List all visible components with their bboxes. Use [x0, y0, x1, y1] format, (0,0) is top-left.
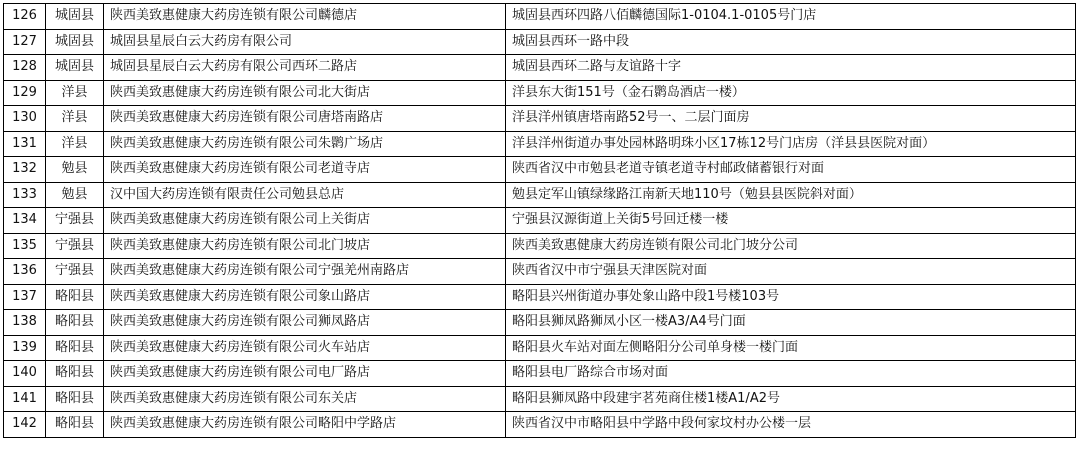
- row-number-cell: 137: [4, 284, 46, 310]
- pharmacy-table: [3, 3, 1076, 438]
- store-name-cell: 城固县星辰白云大药房有限公司西环二路店: [104, 55, 506, 81]
- store-name-cell: 陕西美致惠健康大药房连锁有限公司狮凤路店: [104, 310, 506, 336]
- store-name-cell: 陕西美致惠健康大药房连锁有限公司麟德店: [104, 4, 506, 30]
- county-cell: 略阳县: [46, 335, 104, 361]
- table-row: [4, 259, 1076, 285]
- store-name-cell: 陕西美致惠健康大药房连锁有限公司东关店: [104, 386, 506, 412]
- table-row: [4, 233, 1076, 259]
- county-cell: 略阳县: [46, 310, 104, 336]
- table-row: [4, 182, 1076, 208]
- table-row: [4, 335, 1076, 361]
- address-cell: 略阳县火车站对面左侧略阳分公司单身楼一楼门面: [506, 335, 1076, 361]
- store-name-cell: 城固县星辰白云大药房有限公司: [104, 29, 506, 55]
- row-number-cell: 129: [4, 80, 46, 106]
- store-name-cell: 陕西美致惠健康大药房连锁有限公司唐塔南路店: [104, 106, 506, 132]
- table-row: [4, 4, 1076, 30]
- table-row: [4, 55, 1076, 81]
- store-name-cell: 陕西美致惠健康大药房连锁有限公司象山路店: [104, 284, 506, 310]
- county-cell: 洋县: [46, 106, 104, 132]
- table-row: [4, 386, 1076, 412]
- address-cell: 陕西省汉中市勉县老道寺镇老道寺村邮政储蓄银行对面: [506, 157, 1076, 183]
- table-row: [4, 361, 1076, 387]
- county-cell: 洋县: [46, 80, 104, 106]
- county-cell: 略阳县: [46, 284, 104, 310]
- row-number-cell: 130: [4, 106, 46, 132]
- row-number-cell: 135: [4, 233, 46, 259]
- county-cell: 城固县: [46, 55, 104, 81]
- county-cell: 略阳县: [46, 386, 104, 412]
- row-number-cell: 132: [4, 157, 46, 183]
- county-cell: 宁强县: [46, 233, 104, 259]
- county-cell: 勉县: [46, 182, 104, 208]
- row-number-cell: 139: [4, 335, 46, 361]
- address-cell: 略阳县兴州街道办事处象山路中段1号楼103号: [506, 284, 1076, 310]
- address-cell: 陕西美致惠健康大药房连锁有限公司北门坡分公司: [506, 233, 1076, 259]
- table-row: [4, 29, 1076, 55]
- address-cell: 洋县洋州镇唐塔南路52号一、二层门面房: [506, 106, 1076, 132]
- store-name-cell: 陕西美致惠健康大药房连锁有限公司北门坡店: [104, 233, 506, 259]
- row-number-cell: 127: [4, 29, 46, 55]
- address-cell: 城固县西环二路与友谊路十字: [506, 55, 1076, 81]
- row-number-cell: 136: [4, 259, 46, 285]
- row-number-cell: 126: [4, 4, 46, 30]
- county-cell: 宁强县: [46, 259, 104, 285]
- store-name-cell: 陕西美致惠健康大药房连锁有限公司宁强羌州南路店: [104, 259, 506, 285]
- row-number-cell: 141: [4, 386, 46, 412]
- store-name-cell: 陕西美致惠健康大药房连锁有限公司朱鹮广场店: [104, 131, 506, 157]
- store-name-cell: 陕西美致惠健康大药房连锁有限公司上关街店: [104, 208, 506, 234]
- address-cell: 勉县定军山镇绿缘路江南新天地110号（勉县县医院斜对面）: [506, 182, 1076, 208]
- table-row: [4, 208, 1076, 234]
- address-cell: 陕西省汉中市宁强县天津医院对面: [506, 259, 1076, 285]
- row-number-cell: 133: [4, 182, 46, 208]
- table-row: [4, 284, 1076, 310]
- row-number-cell: 138: [4, 310, 46, 336]
- county-cell: 宁强县: [46, 208, 104, 234]
- table-row: [4, 310, 1076, 336]
- row-number-cell: 140: [4, 361, 46, 387]
- store-name-cell: 陕西美致惠健康大药房连锁有限公司略阳中学路店: [104, 412, 506, 438]
- row-number-cell: 128: [4, 55, 46, 81]
- row-number-cell: 131: [4, 131, 46, 157]
- row-number-cell: 134: [4, 208, 46, 234]
- county-cell: 洋县: [46, 131, 104, 157]
- table-row: [4, 80, 1076, 106]
- address-cell: 城固县西环一路中段: [506, 29, 1076, 55]
- store-name-cell: 陕西美致惠健康大药房连锁有限公司火车站店: [104, 335, 506, 361]
- address-cell: 城固县西环四路八佰麟德国际1-0104.1-0105号门店: [506, 4, 1076, 30]
- store-name-cell: 陕西美致惠健康大药房连锁有限公司电厂路店: [104, 361, 506, 387]
- county-cell: 勉县: [46, 157, 104, 183]
- table-row: [4, 412, 1076, 438]
- store-name-cell: 陕西美致惠健康大药房连锁有限公司老道寺店: [104, 157, 506, 183]
- county-cell: 城固县: [46, 4, 104, 30]
- address-cell: 略阳县狮凤路狮凤小区一楼A3/A4号门面: [506, 310, 1076, 336]
- table-row: [4, 157, 1076, 183]
- address-cell: 宁强县汉源街道上关街5号回迁楼一楼: [506, 208, 1076, 234]
- row-number-cell: 142: [4, 412, 46, 438]
- table-row: [4, 106, 1076, 132]
- address-cell: 略阳县狮凤路中段建宇茗苑商住楼1楼A1/A2号: [506, 386, 1076, 412]
- table-row: [4, 131, 1076, 157]
- address-cell: 洋县东大街151号（金石鹮岛酒店一楼）: [506, 80, 1076, 106]
- county-cell: 略阳县: [46, 412, 104, 438]
- county-cell: 城固县: [46, 29, 104, 55]
- store-name-cell: 汉中国大药房连锁有限责任公司勉县总店: [104, 182, 506, 208]
- county-cell: 略阳县: [46, 361, 104, 387]
- store-name-cell: 陕西美致惠健康大药房连锁有限公司北大街店: [104, 80, 506, 106]
- address-cell: 略阳县电厂路综合市场对面: [506, 361, 1076, 387]
- table-body: [4, 4, 1076, 438]
- address-cell: 陕西省汉中市略阳县中学路中段何家坟村办公楼一层: [506, 412, 1076, 438]
- address-cell: 洋县洋州街道办事处园林路明珠小区17栋12号门店房（洋县县医院对面）: [506, 131, 1076, 157]
